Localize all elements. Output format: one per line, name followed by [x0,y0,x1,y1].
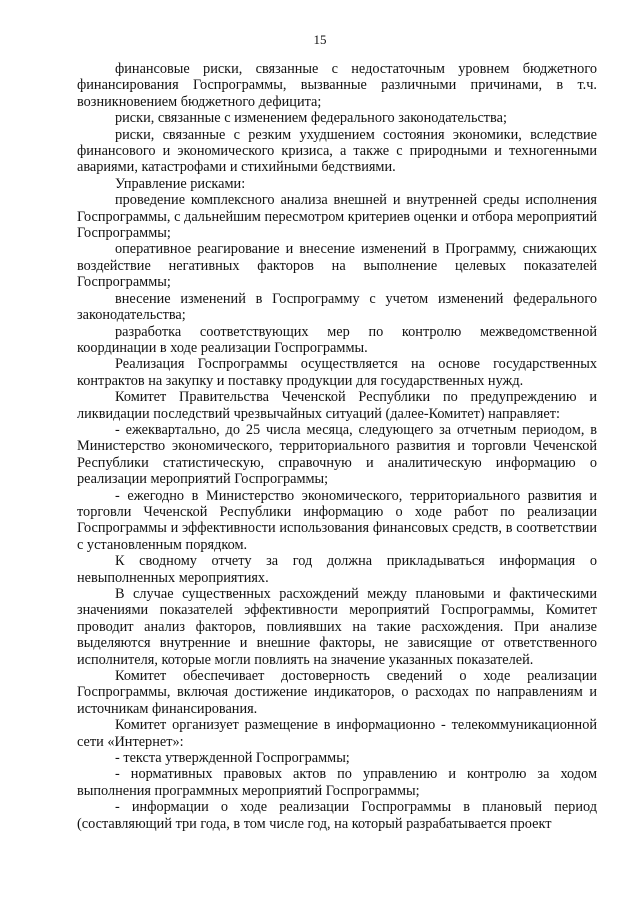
paragraph-internet-publication: Комитет организует размещение в информационно - телекоммуникационной сети «Интернет»: [77,717,597,750]
paragraph-environment-analysis: проведение комплексного анализа внешней и внутренней среды исполнения Госпрограммы, с дальнейшим пересмотром критериев оценки и отбора мероприятий Госпрограммы; [77,192,597,242]
paragraph-discrepancy-analysis: В случае существенных расхождений между плановыми и фактическими значениями показателей эффективности мероприятий Госпрограммы, Комитет проводит анализ факторов, повлиявших на такие расхождения. При анализе выделяются внутренние и внешние факторы, не зависящие от ответственного исполнителя, которые могли повлиять на значение указанных показателей. [77,586,597,668]
paragraph-financial-risks: финансовые риски, связанные с недостаточным уровнем бюджетного финансирования Госпрограммы, вызванные различными причинами, в т.ч. возникновением бюджетного дефицита; [77,61,597,110]
page-number: 15 [313,32,327,47]
paragraph-reliability: Комитет обеспечивает достоверность сведений о ходе реализации Госпрограммы, включая достижение индикаторов, о расходах по направлениям и источникам финансирования. [77,668,597,717]
document-body [77,61,597,832]
paragraph-operational-response: оперативное реагирование и внесение изменений в Программу, снижающих воздействие негативных факторов на выполнение целевых показателей Госпрограммы; [77,241,597,291]
list-item-legal-acts: - нормативных правовых актов по управлению и контролю за ходом выполнения программных мероприятий Госпрограммы; [77,766,597,799]
paragraph-legislation-risks: риски, связанные с изменением федерального законодательства; [115,110,507,127]
paragraph-economic-risks: риски, связанные с резким ухудшением состояния экономики, вследствие финансового и экономического кризиса, а также с природными и техногенными авариями, катастрофами и стихийными бедствиями. [77,126,597,176]
paragraph-legislation-changes: внесение изменений в Госпрограмму с учетом изменений федерального законодательства; [77,290,597,324]
paragraph-risk-management-heading: Управление рисками: [115,175,246,192]
paragraph-committee-sends: Комитет Правительства Чеченской Республики по предупреждению и ликвидации последствий чрезвычайных ситуаций (далее-Комитет) направляет: [77,389,597,422]
paragraph-quarterly-report: - ежеквартально, до 25 числа месяца, следующего за отчетным периодом, в Министерство экономического, территориального развития и торговли Чеченской Республики статистическую, справочную и аналитическую информацию о реализации мероприятий Госпрограммы; [77,421,597,488]
list-item-progress-info: - информации о ходе реализации Госпрограммы в плановый период (составляющий три года, в том числе год, на который разрабатывается проект [77,799,597,832]
paragraph-state-contracts: Реализация Госпрограммы осуществляется на основе государственных контрактов на закупку и поставку продукции для государственных нужд. [77,356,597,389]
paragraph-coordination-measures: разработка соответствующих мер по контролю межведомственной координации в ходе реализации Госпрограммы. [77,323,597,356]
paragraph-annual-report: - ежегодно в Министерство экономического, территориального развития и торговли Чеченской Республики информацию о ходе работ по реализации Госпрограммы и эффективности использования финансовых средств, в соответствии с установленным порядком. [77,487,597,553]
paragraph-summary-report: К сводному отчету за год должна прикладываться информация о невыполненных мероприятиях. [77,553,597,586]
list-item-program-text: - текста утвержденной Госпрограммы; [115,750,350,767]
